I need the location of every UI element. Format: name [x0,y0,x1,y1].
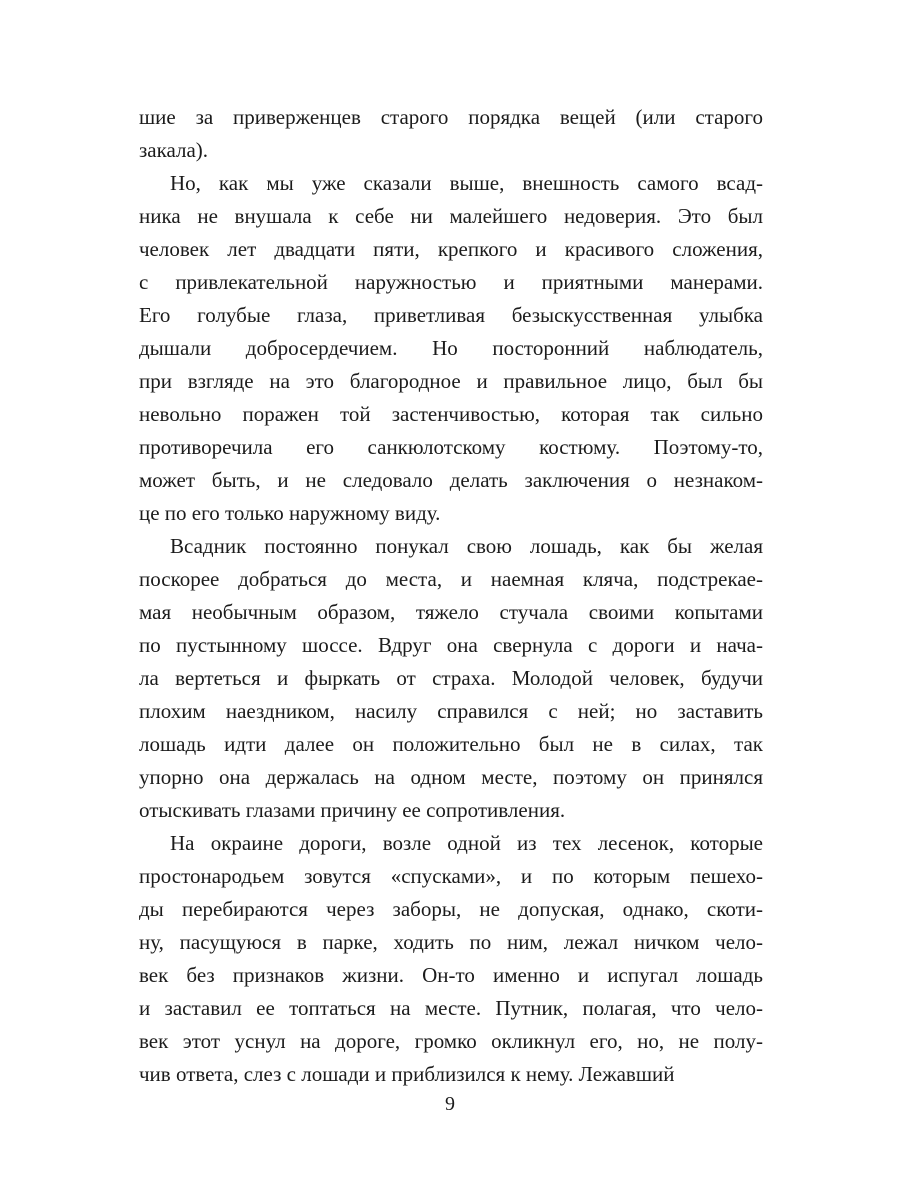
text-line: На окраине дороги, возле одной из тех лесенок, которые [170,831,763,855]
text-line: ла вертеться и фыркать от страха. Молодой человек, будучи [139,666,763,690]
text-line: ника не внушала к себе ни малейшего недоверия. Это был [139,204,763,228]
text-line: невольно поражен той застенчивостью, которая так сильно [139,402,763,426]
text-line: век без признаков жизни. Он-то именно и испугал лошадь [139,963,763,987]
text-line: может быть, и не следовало делать заключения о незнаком- [139,468,763,492]
text-line: человек лет двадцати пяти, крепкого и красивого сложения, [139,237,763,261]
text-line: с привлекательной наружностью и приятными манерами. [139,270,763,294]
paragraph [139,101,763,167]
text-line: поскорее добраться до места, и наемная кляча, подстрекае- [139,567,763,591]
page-number: 9 [445,1093,455,1115]
text-line: Его голубые глаза, приветливая безыскусственная улыбка [139,303,763,327]
text-line: ды перебираются через заборы, не допуская, однако, скоти- [139,897,763,921]
text-line: ну, пасущуюся в парке, ходить по ним, лежал ничком чело- [139,930,763,954]
paragraph [139,827,763,1091]
text-line: Всадник постоянно понукал свою лошадь, как бы желая [170,534,763,558]
text-line: упорно она держалась на одном месте, поэтому он принялся [139,765,763,789]
text-line: лошадь идти далее он положительно был не в силах, так [139,732,763,756]
text-line: простонародьем зовутся «спусками», и по которым пешехо- [139,864,763,888]
text-block [139,101,763,1091]
text-line: це по его только наружному виду. [139,501,441,525]
text-line: по пустынному шоссе. Вдруг она свернула с дороги и нача- [139,633,763,657]
text-line: Но, как мы уже сказали выше, внешность самого всад- [170,171,763,195]
text-line: отыскивать глазами причину ее сопротивления. [139,798,566,822]
text-line: мая необычным образом, тяжело стучала своими копытами [139,600,763,624]
text-line: плохим наездником, насилу справился с ней; но заставить [139,699,763,723]
paragraph [139,530,763,827]
text-line: шие за приверженцев старого порядка вещей (или старого [139,105,763,129]
text-line: век этот уснул на дороге, громко окликнул его, но, не полу- [139,1029,763,1053]
text-line: дышали добросердечием. Но посторонний наблюдатель, [139,336,763,360]
text-line: чив ответа, слез с лошади и приблизился к нему. Лежавший [139,1062,675,1086]
text-line: закала). [139,138,209,162]
text-line: и заставил ее топтаться на месте. Путник, полагая, что чело- [139,996,763,1020]
text-line: при взгляде на это благородное и правильное лицо, был бы [139,369,763,393]
text-line: противоречила его санкюлотскому костюму. Поэтому-то, [139,435,763,459]
paragraph [139,167,763,530]
